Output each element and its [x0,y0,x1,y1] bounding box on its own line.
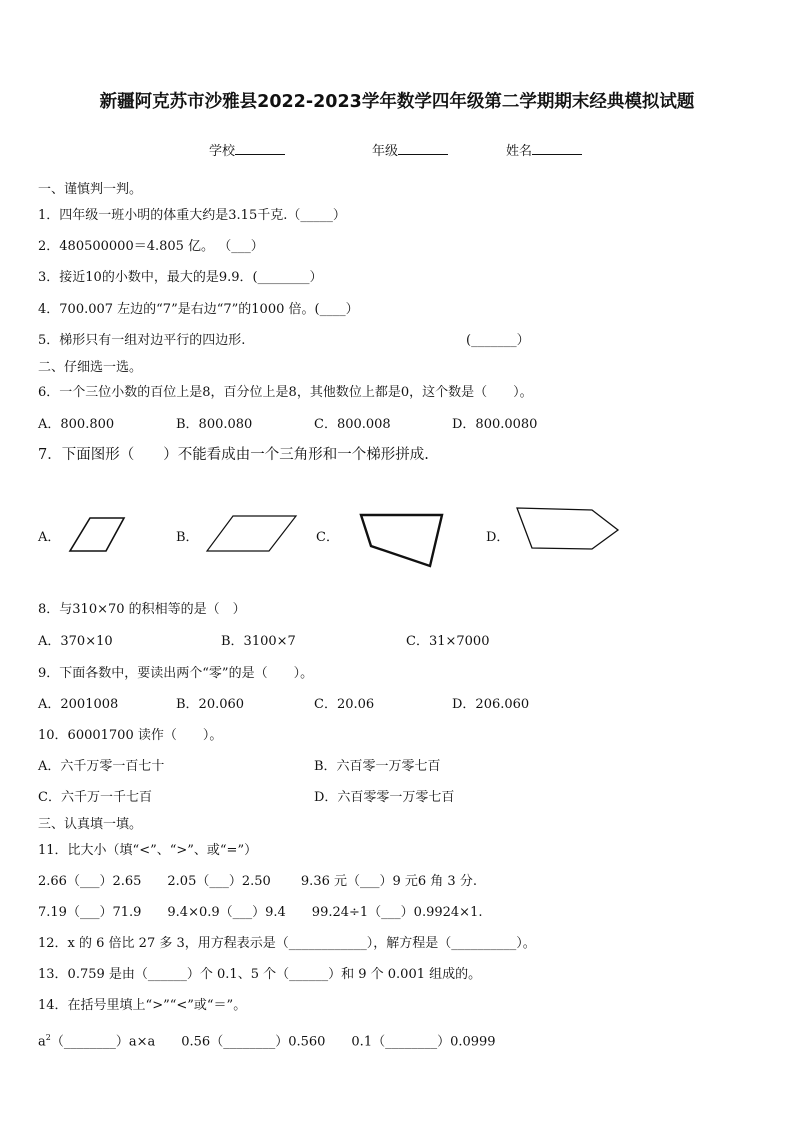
q14-a: a [38,1034,46,1050]
question-7: 7．下面图形（ ）不能看成由一个三角形和一个梯形拼成. [38,447,429,463]
q7-option-b: B． [176,530,199,545]
question-2: 2．480500000＝4.805 亿。 （___） [38,239,264,254]
question-13: 13．0.759 是由（______）个 0.1、5 个（______）和 9 个 0.001 组成的。 [38,967,482,982]
section-heading-1: 一、谨慎判一判。 [38,182,143,197]
q10-option-d: D．六百零零一万零七百 [314,790,455,805]
question-14-row [38,1030,496,1050]
question-3: 3．接近10的小数中，最大的是9.9．(________） [38,270,323,285]
section-heading-3: 三、认真填一填。 [38,817,143,832]
school-field [209,140,285,159]
question-5-blank: (_______） [466,333,530,348]
parallelogram-shape-a [68,516,128,554]
grade-field [372,140,448,159]
q8-option-a: A．370×10 [38,634,113,649]
question-9: 9．下面各数中，要读出两个“零”的是（ ）。 [38,666,314,681]
question-10: 10．60001700 读作（ ）。 [38,728,223,743]
q6-option-a: A．800.800 [38,417,115,432]
question-4: 4．700.007 左边的“7”是右边“7”的1000 倍。(____） [38,302,359,317]
name-blank[interactable] [532,142,582,155]
q8-option-c: C．31×7000 [406,634,490,649]
question-14: 14．在括号里填上“>”“<”或“＝”。 [38,998,247,1013]
name-field [506,140,582,159]
question-11-row-1: 2.66（___）2.65 2.05（___）2.50 9.36 元（___）9 元6 角 3 分. [38,874,477,889]
q6-option-b: B．800.080 [176,417,253,432]
q7-option-c: C． [316,530,339,545]
section-heading-2: 二、仔细选一选。 [38,360,143,375]
question-12: 12．x 的 6 倍比 27 多 3，用方程表示是（____________），解方程是（__________）。 [38,936,536,951]
school-blank[interactable] [235,142,285,155]
q7-option-d: D． [486,530,510,545]
q10-option-c: C．六千万一千七百 [38,790,152,805]
q9-option-d: D．206.060 [452,697,530,712]
q14-superscript: 2 [45,1033,51,1042]
grade-label: 年级 [372,144,399,159]
q9-option-a: A．2001008 [38,697,119,712]
q6-option-c: C．800.008 [314,417,391,432]
question-11-row-2: 7.19（___）71.9 9.4×0.9（___）9.4 99.24÷1（___）0.9924×1. [38,905,483,920]
question-6: 6．一个三位小数的百位上是8，百分位上是8，其他数位上都是0，这个数是（ ）。 [38,385,533,400]
q9-option-c: C．20.06 [314,697,375,712]
q14-rest: （________）a×a 0.56（________）0.560 0.1（________）0.0999 [50,1034,496,1050]
question-11: 11．比大小（填“<”、“>”、或“=”） [38,843,258,858]
q6-option-d: D．800.0080 [452,417,538,432]
q10-option-a: A．六千万零一百七十 [38,759,165,774]
quadrilateral-shape-c [356,510,446,570]
parallelogram-shape-b [205,514,301,554]
q8-option-b: B．3100×7 [221,634,296,649]
q7-option-a: A． [38,530,61,545]
name-label: 姓名 [506,144,533,159]
page-title: 新疆阿克苏市沙雅县2022-2023学年数学四年级第二学期期末经典模拟试题 [99,92,695,112]
question-1: 1．四年级一班小明的体重大约是3.15千克.（_____） [38,208,346,223]
question-8: 8．与310×70 的积相等的是（ ） [38,602,246,617]
q9-option-b: B．20.060 [176,697,245,712]
pentagon-shape-d [512,504,622,552]
question-5: 5．梯形只有一组对边平行的四边形. [38,333,246,348]
grade-blank[interactable] [398,142,448,155]
school-label: 学校 [209,144,236,159]
q10-option-b: B．六百零一万零七百 [314,759,441,774]
